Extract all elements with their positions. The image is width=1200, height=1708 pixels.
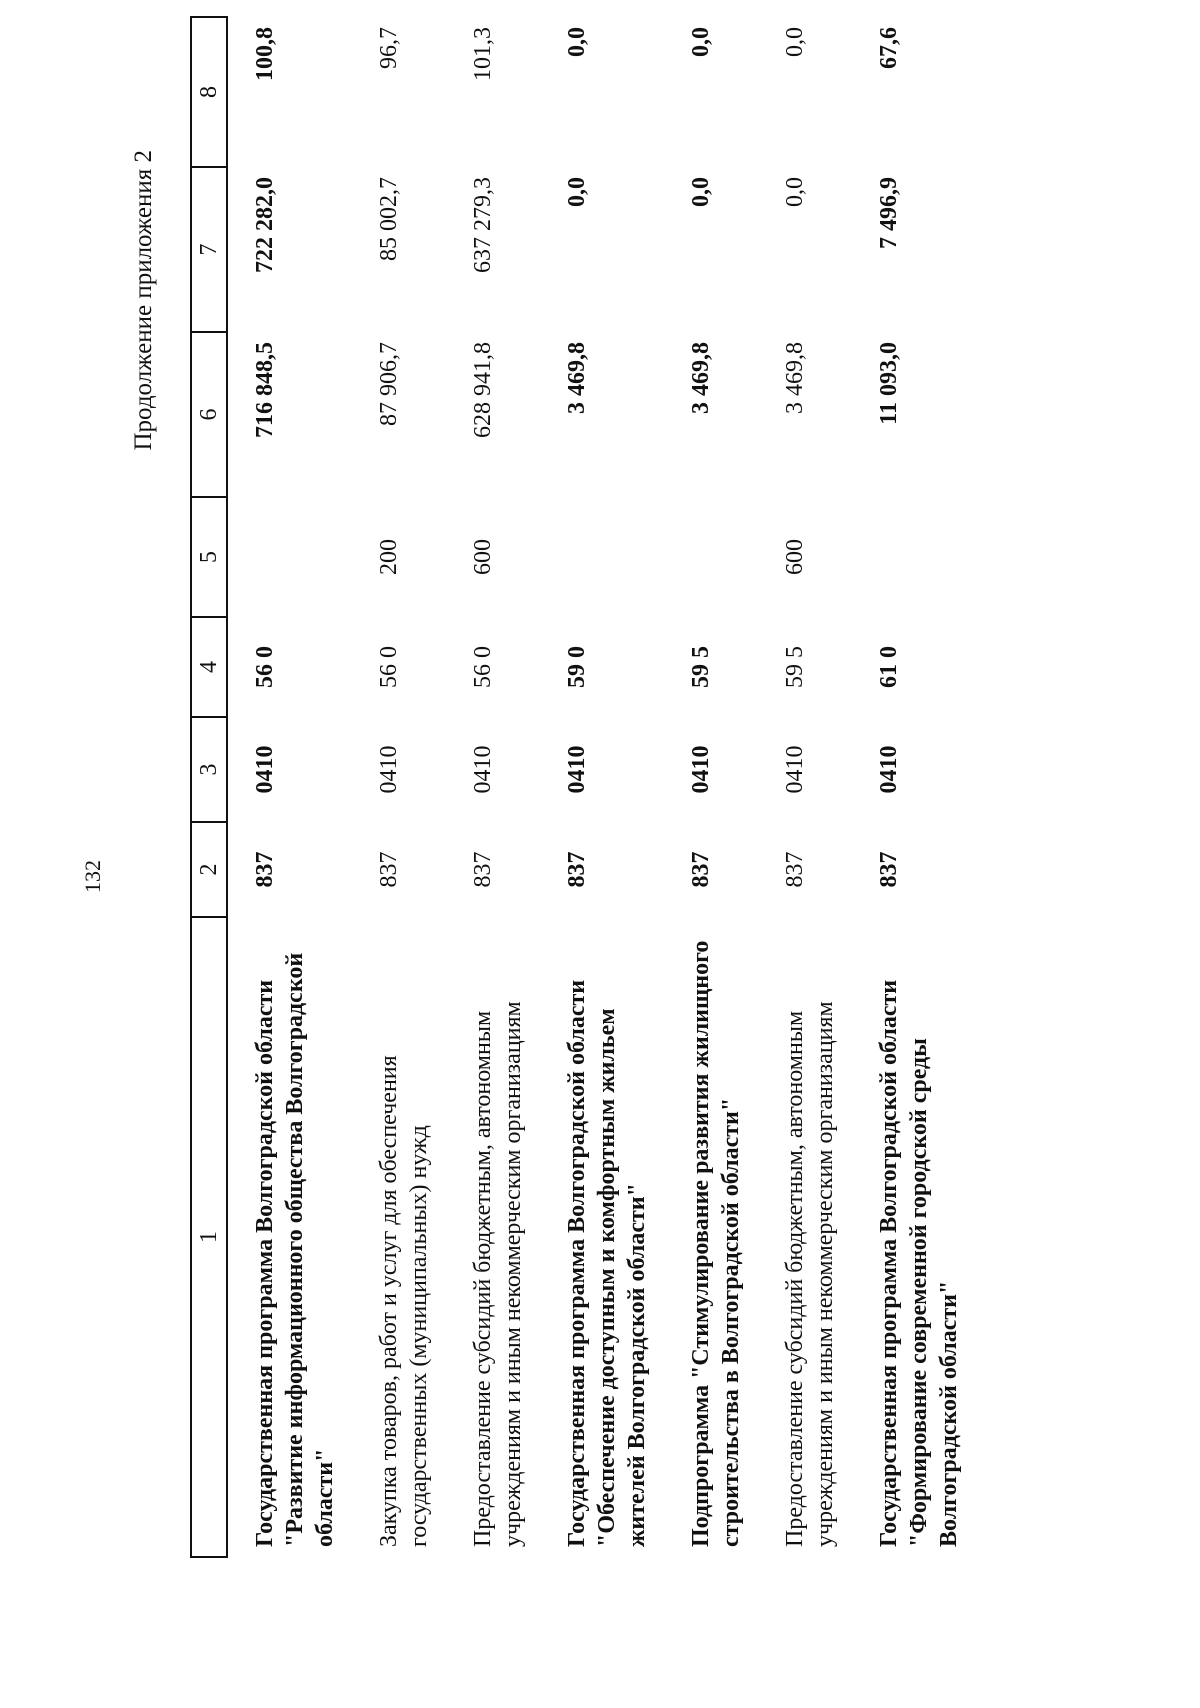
table-row [764,17,858,1557]
budget-table [190,16,982,1558]
column-header-6: 6 [191,332,227,497]
cell-execution-percent: 100,8 [252,27,278,81]
cell-planned-amount: 3 469,8 [688,342,714,414]
cell-expense-type [858,497,982,617]
table-row [858,17,982,1557]
cell-department-code: 837 [252,851,278,888]
row-description: Государственная программа Волгоградской области "Развитие информационного общества Волгоградской области" [252,952,338,1547]
cell-planned-amount: 3 469,8 [564,342,590,414]
column-header-1: 1 [191,917,227,1557]
cell-expense-type: 600 [470,539,496,575]
cell-section-code: 0410 [564,745,590,794]
cell-expense-type [670,497,764,617]
cell-department-code: 837 [470,851,496,888]
column-header-2: 2 [191,822,227,917]
cell-program-code: 61 0 [876,646,902,688]
cell-department-code: 837 [564,851,590,888]
row-description: Государственная программа Волгоградской области "Формирование современной городской среды Волгоградской области" [876,979,962,1547]
table-row [670,17,764,1557]
cell-actual-amount: 7 496,9 [876,177,902,249]
cell-planned-amount: 716 848,5 [252,342,278,438]
cell-actual-amount: 0,0 [782,177,808,207]
column-header-4: 4 [191,617,227,717]
cell-expense-type: 200 [376,539,402,575]
table-row [452,17,546,1557]
cell-program-code: 56 0 [470,646,496,688]
cell-section-code: 0410 [376,745,402,794]
table-body [227,17,982,1557]
cell-planned-amount: 3 469,8 [782,342,808,414]
table-row [227,17,358,1557]
cell-execution-percent: 0,0 [782,27,808,57]
column-header-3: 3 [191,717,227,822]
continuation-caption: Продолжение приложения 2 [130,150,157,451]
row-description: Подпрограмма "Стимулирование развития жилищного строительства в Волгоградской области" [688,940,744,1547]
row-description: Предоставление субсидий бюджетным, автономным учреждениям и иным некоммерческим организациям [470,1001,526,1547]
cell-program-code: 59 5 [688,646,714,688]
cell-department-code: 837 [782,851,808,888]
cell-section-code: 0410 [688,745,714,794]
cell-planned-amount: 628 941,8 [470,342,496,438]
row-description: Закупка товаров, работ и услуг для обеспечения государственных (муниципальных) нужд [376,1055,432,1547]
cell-actual-amount: 0,0 [688,177,714,207]
page-number: 132 [80,860,105,893]
cell-expense-type: 600 [782,539,808,575]
cell-program-code: 56 0 [252,646,278,688]
cell-expense-type [546,497,670,617]
cell-execution-percent: 0,0 [564,27,590,57]
cell-program-code: 59 5 [782,646,808,688]
column-header-7: 7 [191,167,227,332]
row-description: Предоставление субсидий бюджетным, автономным учреждениям и иным некоммерческим организациям [782,1001,838,1547]
column-header-5: 5 [191,497,227,617]
cell-expense-type [227,497,358,617]
cell-actual-amount: 722 282,0 [252,177,278,273]
cell-planned-amount: 87 906,7 [376,342,402,426]
cell-department-code: 837 [876,851,902,888]
cell-execution-percent: 67,6 [876,27,902,69]
cell-execution-percent: 101,3 [470,27,496,81]
cell-execution-percent: 0,0 [688,27,714,57]
table-row [546,17,670,1557]
cell-department-code: 837 [376,851,402,888]
cell-section-code: 0410 [470,745,496,794]
cell-section-code: 0410 [252,745,278,794]
cell-section-code: 0410 [782,745,808,794]
cell-actual-amount: 637 279,3 [470,177,496,273]
cell-department-code: 837 [688,851,714,888]
column-header-8: 8 [191,17,227,167]
cell-program-code: 59 0 [564,646,590,688]
cell-section-code: 0410 [876,745,902,794]
row-description: Государственная программа Волгоградской области "Обеспечение доступным и комфортным жильем жителей Волгоградской области" [564,979,650,1547]
cell-program-code: 56 0 [376,646,402,688]
cell-actual-amount: 0,0 [564,177,590,207]
table-row [358,17,452,1557]
cell-execution-percent: 96,7 [376,27,402,69]
cell-planned-amount: 11 093,0 [876,342,902,425]
table-header-row [191,17,227,1557]
cell-actual-amount: 85 002,7 [376,177,402,261]
